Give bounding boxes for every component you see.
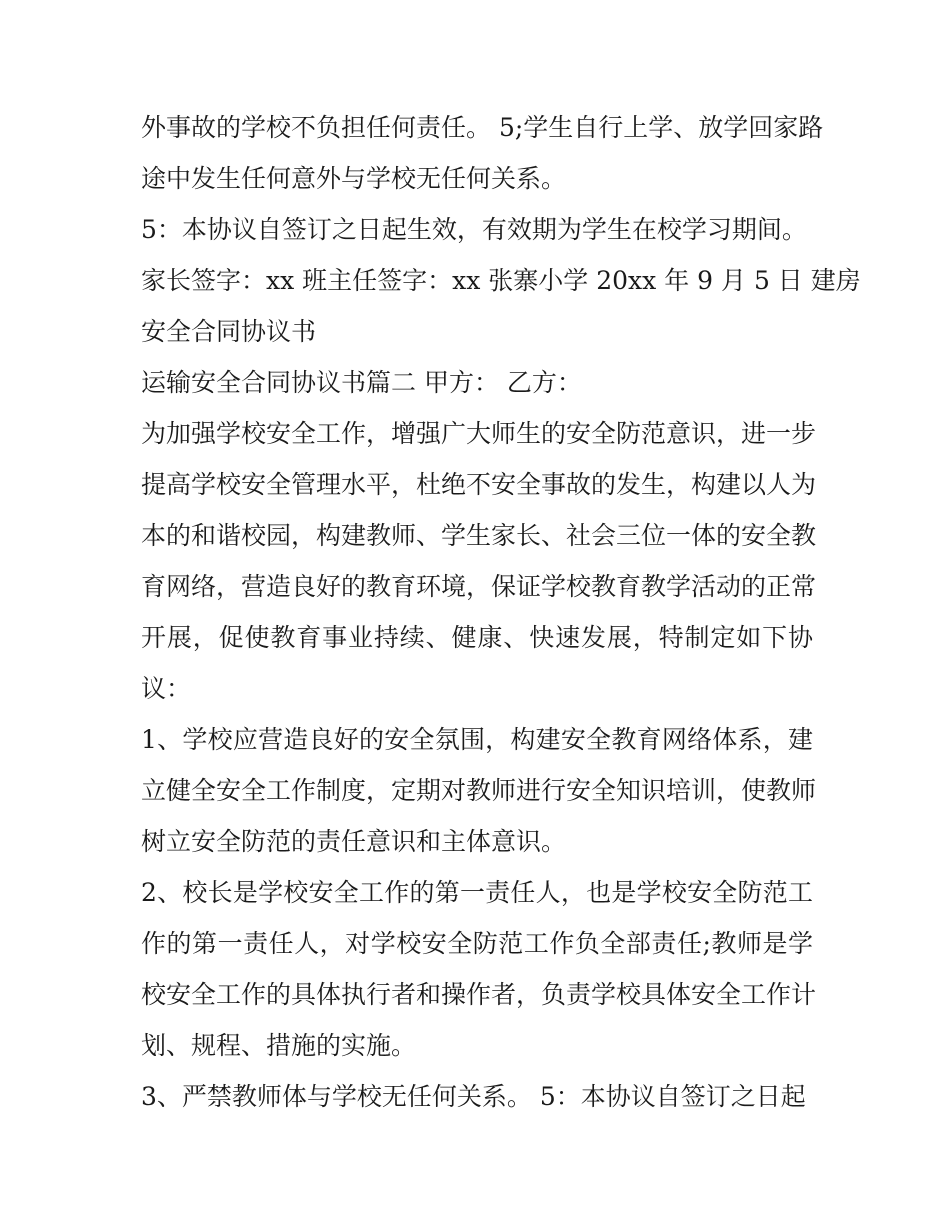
text-line: 立健全安全工作制度，定期对教师进行安全知识培训，使教师 bbox=[141, 776, 817, 805]
text-line: 开展，促使教育事业持续、健康、快速发展，特制定如下协 bbox=[141, 623, 813, 652]
text-line: 2、校长是学校安全工作的第一责任人，也是学校安全防范工 bbox=[141, 878, 813, 907]
text-line: 育网络，营造良好的教育环境，保证学校教育教学活动的正常 bbox=[141, 572, 817, 601]
text-line: 5：本协议自签订之日起生效，有效期为学生在校学习期间。 bbox=[141, 215, 807, 244]
text-line: 途中发生任何意外与学校无任何关系。 bbox=[141, 164, 567, 193]
text-line: 校安全工作的具体执行者和操作者，负责学校具体安全工作计 bbox=[141, 980, 817, 1009]
text-line: 外事故的学校不负担任何责任。 5;学生自行上学、放学回家路 bbox=[141, 113, 824, 142]
text-line: 3、严禁教师体与学校无任何关系。 5：本协议自签订之日起 bbox=[141, 1082, 806, 1111]
text-line: 1、学校应营造良好的安全氛围，构建安全教育网络体系，建 bbox=[141, 725, 813, 754]
text-line: 提高学校安全管理水平，杜绝不安全事故的发生，构建以人为 bbox=[141, 470, 817, 499]
document-body bbox=[141, 102, 861, 1122]
text-line: 安全合同协议书 bbox=[141, 317, 317, 346]
text-line: 树立安全防范的责任意识和主体意识。 bbox=[141, 827, 567, 856]
text-line: 作的第一责任人，对学校安全防范工作负全部责任;教师是学 bbox=[141, 929, 813, 958]
text-line: 议： bbox=[141, 674, 192, 703]
text-line: 本的和谐校园，构建教师、学生家长、社会三位一体的安全教 bbox=[141, 521, 817, 550]
text-line: 家长签字：xx 班主任签字：xx 张寨小学 20xx 年 9 月 5 日 建房 bbox=[141, 266, 861, 295]
text-line: 为加强学校安全工作，增强广大师生的安全防范意识，进一步 bbox=[141, 419, 817, 448]
text-line: 划、规程、措施的实施。 bbox=[141, 1031, 417, 1060]
text-line: 运输安全合同协议书篇二 甲方： 乙方： bbox=[141, 368, 582, 397]
